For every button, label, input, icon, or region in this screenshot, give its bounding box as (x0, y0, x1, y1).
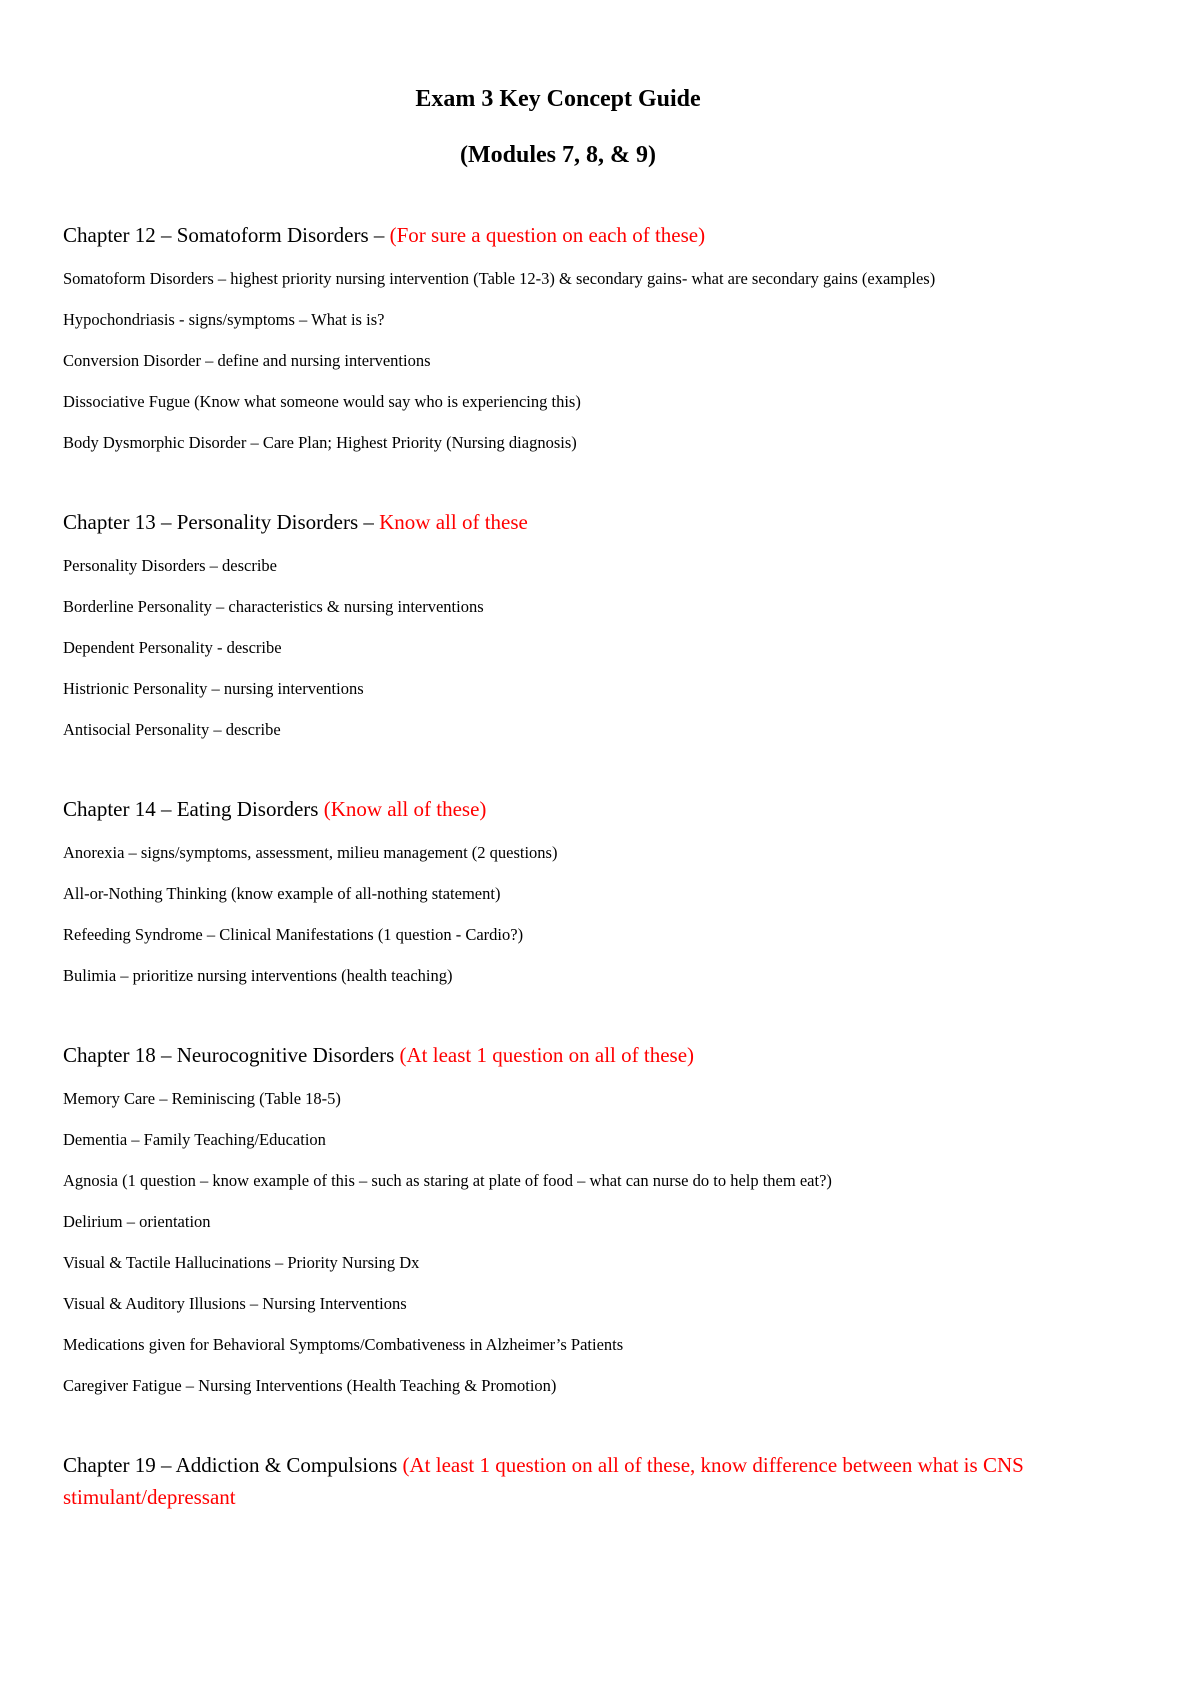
study-item: All-or-Nothing Thinking (know example of all-nothing statement) (63, 884, 501, 903)
heading-black-text: Chapter 13 – Personality Disorders – (63, 510, 380, 534)
study-item: Somatoform Disorders – highest priority nursing intervention (Table 12-3) & secondary gains- what are secondary gains (examples) (63, 269, 936, 288)
study-item: Antisocial Personality – describe (63, 720, 281, 739)
study-item: Hypochondriasis - signs/symptoms – What is is? (63, 310, 385, 329)
study-item: Borderline Personality – characteristics & nursing interventions (63, 597, 484, 616)
study-item: Anorexia – signs/symptoms, assessment, milieu management (2 questions) (63, 843, 558, 862)
page-subtitle: (Modules 7, 8, & 9) (460, 142, 656, 168)
page-title: Exam 3 Key Concept Guide (415, 86, 701, 112)
section-heading-chapter-13 (63, 506, 1053, 538)
section-heading-chapter-18 (63, 1039, 1053, 1071)
section-chapter-18 (63, 1039, 1053, 1400)
section-heading-chapter-14 (63, 793, 1053, 825)
study-item: Delirium – orientation (63, 1212, 211, 1231)
study-item: Conversion Disorder – define and nursing interventions (63, 351, 431, 370)
heading-black-text: Chapter 14 – Eating Disorders (63, 797, 324, 821)
study-item: Visual & Tactile Hallucinations – Priority Nursing Dx (63, 1253, 420, 1272)
study-item: Medications given for Behavioral Symptoms/Combativeness in Alzheimer’s Patients (63, 1335, 624, 1354)
study-item: Dependent Personality - describe (63, 638, 282, 657)
study-item: Caregiver Fatigue – Nursing Interventions (Health Teaching & Promotion) (63, 1376, 557, 1395)
heading-red-note: (Know all of these) (323, 797, 487, 821)
study-item: Refeeding Syndrome – Clinical Manifestations (1 question - Cardio?) (63, 925, 524, 944)
heading-black-text: Chapter 12 – Somatoform Disorders – (63, 223, 390, 247)
section-chapter-12 (63, 219, 1053, 457)
section-heading-chapter-12 (63, 219, 1053, 251)
study-item: Personality Disorders – describe (63, 556, 277, 575)
section-chapter-13 (63, 506, 1053, 744)
study-item: Agnosia (1 question – know example of this – such as staring at plate of food – what can nurse do to help them eat?) (63, 1171, 832, 1190)
heading-red-note: Know all of these (379, 510, 528, 534)
study-item: Dissociative Fugue (Know what someone would say who is experiencing this) (63, 392, 581, 411)
study-item: Bulimia – prioritize nursing interventions (health teaching) (63, 966, 453, 985)
section-heading-chapter-19 (63, 1449, 1053, 1513)
study-item: Body Dysmorphic Disorder – Care Plan; Highest Priority (Nursing diagnosis) (63, 433, 577, 452)
section-chapter-19 (63, 1449, 1053, 1513)
heading-black-text: Chapter 19 – Addiction & Compulsions (63, 1453, 403, 1477)
heading-red-note: (At least 1 question on all of these) (399, 1043, 695, 1067)
study-item: Histrionic Personality – nursing interventions (63, 679, 364, 698)
study-item: Memory Care – Reminiscing (Table 18-5) (63, 1089, 341, 1108)
heading-red-note: (For sure a question on each of these) (389, 223, 706, 247)
heading-red-note: (At least 1 question on all of these, know difference between what is CNS stimulant/depressant (63, 1453, 1024, 1509)
study-item: Dementia – Family Teaching/Education (63, 1130, 326, 1149)
section-chapter-14 (63, 793, 1053, 990)
study-item: Visual & Auditory Illusions – Nursing Interventions (63, 1294, 407, 1313)
heading-black-text: Chapter 18 – Neurocognitive Disorders (63, 1043, 400, 1067)
